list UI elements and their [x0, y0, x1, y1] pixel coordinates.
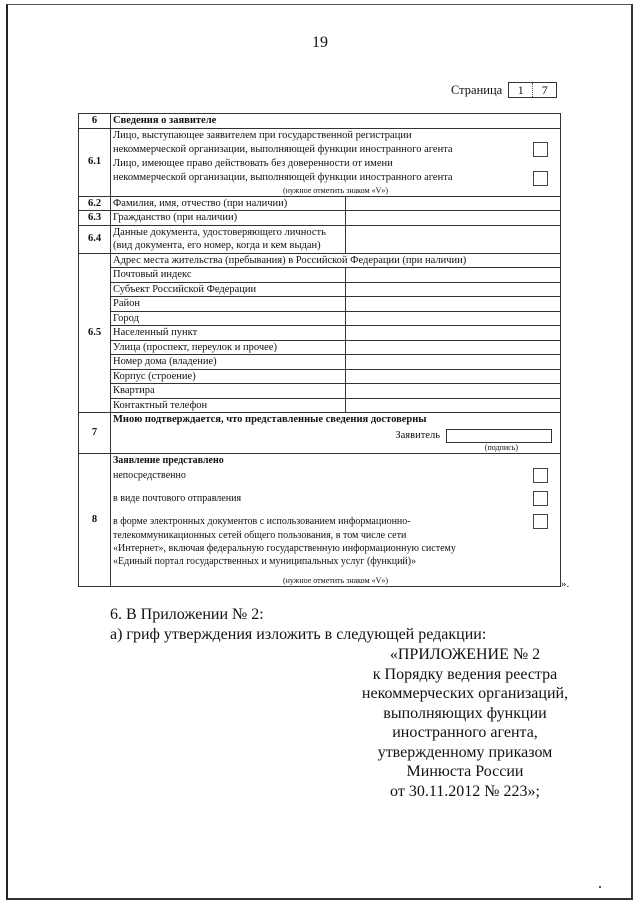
section-number: 6.2	[79, 196, 111, 211]
item-6-heading: 6. В Приложении № 2:	[110, 606, 264, 623]
section-number: 6.4	[79, 225, 111, 253]
option-text: некоммерческой организации, выполняющей функции иностранного агента	[113, 143, 453, 155]
grif-line: некоммерческих организаций,	[361, 685, 569, 702]
in-person-checkbox[interactable]	[533, 468, 548, 483]
page-counter-label: Страница	[451, 82, 503, 97]
section-number: 6.5	[79, 253, 111, 413]
grif-line: иностранного агента,	[392, 724, 538, 741]
field-label: Город	[111, 311, 346, 326]
field-label: Почтовый индекс	[111, 268, 346, 283]
field-label: Район	[111, 297, 346, 312]
district-field[interactable]	[346, 297, 561, 312]
confirmation-statement: Мною подтверждается, что представленные сведения достоверны	[113, 414, 427, 425]
field-label: Данные документа, удостоверяющего личность (вид документа, его номер, когда и кем выдан)	[111, 225, 346, 253]
address-row	[79, 311, 561, 326]
confirmation-cell	[111, 413, 561, 454]
address-row	[79, 369, 561, 384]
section-6-5-header	[79, 253, 561, 268]
option-text: Лицо, выступающее заявителем при государственной регистрации	[113, 129, 412, 141]
address-row	[79, 340, 561, 355]
field-label: Улица (проспект, переулок и прочее)	[111, 340, 346, 355]
section-8	[79, 453, 561, 586]
option-text: непосредственно	[113, 469, 186, 481]
address-row	[79, 326, 561, 341]
section-6-3	[79, 211, 561, 226]
option-text: некоммерческой организации, выполняющей функции иностранного агента	[113, 172, 453, 184]
phone-field[interactable]	[346, 398, 561, 413]
locality-field[interactable]	[346, 326, 561, 341]
page-counter	[451, 82, 557, 98]
section-6-1	[79, 128, 561, 196]
address-row	[79, 384, 561, 399]
section-6-4	[79, 225, 561, 253]
field-label: Фамилия, имя, отчество (при наличии)	[111, 196, 346, 211]
section-number: 7	[79, 413, 111, 454]
city-field[interactable]	[346, 311, 561, 326]
page-counter-digit[interactable]: 7	[532, 83, 556, 97]
apartment-field[interactable]	[346, 384, 561, 399]
submission-method-cell	[111, 453, 561, 586]
field-label: Номер дома (владение)	[111, 355, 346, 370]
signature-hint: (подпись)	[484, 442, 518, 452]
field-label: Населенный пункт	[111, 326, 346, 341]
id-document-field[interactable]	[346, 225, 561, 253]
option-text: в виде почтового отправления	[113, 492, 242, 504]
option-text: «Интернет», включая федеральную государственную информационную систему	[113, 542, 456, 554]
house-number-field[interactable]	[346, 355, 561, 370]
grif-line: выполняющих функции	[383, 704, 547, 722]
grif-line: к Порядку ведения реестра	[372, 665, 558, 683]
section-6-2	[79, 196, 561, 211]
section-number: 6	[79, 114, 111, 129]
address-row	[79, 398, 561, 413]
option-text: в форме электронных документов с использованием информационно-	[113, 515, 411, 527]
check-hint: (нужное отметить знаком «V»)	[282, 575, 389, 585]
signer-label: Заявитель	[395, 429, 440, 441]
check-hint: (нужное отметить знаком «V»)	[282, 185, 389, 195]
address-row	[79, 282, 561, 297]
address-row	[79, 268, 561, 283]
authorized-person-checkbox[interactable]	[533, 171, 548, 186]
postal-checkbox[interactable]	[533, 491, 548, 506]
section-number: 8	[79, 453, 111, 586]
scan-speck	[599, 886, 601, 888]
closing-quote: ».	[561, 578, 570, 590]
field-label: Корпус (строение)	[111, 369, 346, 384]
section-number: 6.3	[79, 211, 111, 226]
option-text: «Единый портал государственных и муниципальных услуг (функций)»	[113, 555, 417, 567]
section-number: 6.1	[79, 128, 111, 196]
street-field[interactable]	[346, 340, 561, 355]
signature-field[interactable]	[446, 429, 552, 443]
option-text: Лицо, имеющее право действовать без доверенности от имени	[113, 158, 393, 169]
field-label: Гражданство (при наличии)	[111, 211, 346, 226]
address-row	[79, 297, 561, 312]
page-counter-digit[interactable]: 1	[517, 83, 524, 97]
page-number: 19	[312, 34, 328, 51]
section-7	[79, 413, 561, 454]
field-label: Субъект Российской Федерации	[111, 282, 346, 297]
address-title: Адрес места жительства (пребывания) в Российской Федерации (при наличии)	[111, 253, 561, 268]
page-counter-box	[508, 82, 557, 98]
item-6a-text: а) гриф утверждения изложить в следующей редакции:	[110, 626, 487, 643]
postal-code-field[interactable]	[346, 268, 561, 283]
citizenship-field[interactable]	[346, 211, 561, 226]
applicant-type-options	[111, 128, 561, 196]
section-6-header	[79, 114, 561, 129]
applicant-form-table	[78, 113, 561, 587]
grif-line: от 30.11.2012 № 223»;	[390, 782, 540, 800]
option-text: телекоммуникационных сетей общего пользования, в том числе сети	[113, 529, 407, 541]
submission-title: Заявление представлено	[113, 454, 224, 466]
field-label: Контактный телефон	[111, 398, 346, 413]
approval-stamp-text	[340, 645, 590, 801]
registrant-checkbox[interactable]	[533, 142, 548, 157]
field-label: Квартира	[111, 384, 346, 399]
region-field[interactable]	[346, 282, 561, 297]
building-field[interactable]	[346, 369, 561, 384]
grif-line: утвержденному приказом	[377, 743, 553, 761]
section-title: Сведения о заявителе	[111, 114, 561, 129]
address-row	[79, 355, 561, 370]
grif-line: «ПРИЛОЖЕНИЕ № 2	[389, 646, 541, 663]
electronic-checkbox[interactable]	[533, 514, 548, 529]
grif-line: Минюста России	[406, 763, 524, 780]
full-name-field[interactable]	[346, 196, 561, 211]
